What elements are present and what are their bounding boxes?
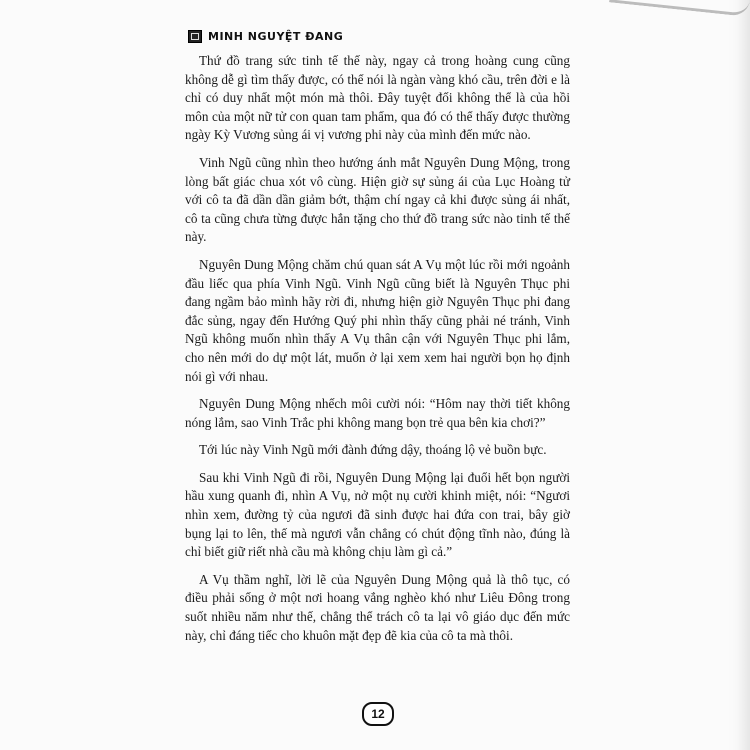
running-header — [188, 26, 343, 46]
body-text — [185, 52, 570, 654]
page-corner-curl — [609, 0, 750, 17]
book-logo-icon — [188, 30, 202, 43]
paragraph: Vinh Ngũ cũng nhìn theo hướng ánh mắt Nguyên Dung Mộng, trong lòng bất giác chua xót vô cùng. Hiện giờ sự sủng ái của Lục Hoàng tử với cô ta đã dần dần giảm bớt, thậm chí ngay cả khi được sủng ái nhất, cô ta cũng chưa từng được hắn tặng cho thứ đồ trang sức nào tinh tế thế này. — [185, 154, 570, 245]
paragraph: Nguyên Dung Mộng chăm chú quan sát A Vụ một lúc rồi mới ngoảnh đầu liếc qua phía Vinh Ngũ. Vinh Ngũ cũng biết là Nguyên Thục phi đang ngầm bảo mình hãy rời đi, nhưng hiện giờ Nguyên Thục phi đang đắc sủng, ngay đến Hướng Quý phi nhìn thấy cũng phải né tránh, Vinh Ngũ không muốn nhìn thấy A Vụ thân cận với Nguyên Thục phi lắm, cho nên mới do dự một lát, muốn ở lại xem xem hai người bọn họ định nói gì với nhau. — [185, 256, 570, 384]
paragraph: Thứ đồ trang sức tinh tế thế này, ngay cả trong hoàng cung cũng không dễ gì tìm thấy được, có thể nói là ngàn vàng khó cầu, trên đời e là chỉ có duy nhất một món mà thôi. Đây tuyệt đối không thể là của hồi môn của một nữ tử con quan tam phẩm, qua đó có thể thấy được thường ngày Kỳ Vương sủng ái vị vương phi này của mình đến mức nào. — [185, 53, 570, 143]
paragraph: A Vụ thầm nghĩ, lời lẽ của Nguyên Dung Mộng quả là thô tục, có điều phải sống ở một nơi hoang vắng nghèo khó như Liêu Đông trong suốt nhiều năm như thế, chẳng thể trách cô ta lại vô giáo dục đến mức này, chỉ đáng tiếc cho khuôn mặt đẹp đẽ kia của cô ta mà thôi. — [185, 571, 570, 643]
paragraph: Sau khi Vinh Ngũ đi rồi, Nguyên Dung Mộng lại đuổi hết bọn người hầu xung quanh đi, nhìn A Vụ, nở một nụ cười khinh miệt, nói: “Ngươi nhìn xem, đường tỷ của ngươi đã sinh được hai đứa con trai, bây giờ bụng lại to lên, thế mà ngươi vẫn chẳng có chút động tĩnh nào, đúng là chỉ biết giữ riết nhà cầu mà không chịu làm gì cả.” — [185, 469, 570, 560]
paragraph: Tới lúc này Vinh Ngũ mới đành đứng dậy, thoáng lộ vẻ buồn bực. — [199, 442, 547, 458]
page-edge-shadow — [728, 0, 750, 750]
header-title: MINH NGUYỆT ĐANG — [208, 29, 344, 43]
page-number: 12 — [362, 702, 394, 726]
paragraph: Nguyên Dung Mộng nhếch môi cười nói: “Hôm nay thời tiết không nóng lắm, sao Vinh Trắc phi không mang bọn trẻ qua bên kia chơi?” — [185, 396, 570, 430]
